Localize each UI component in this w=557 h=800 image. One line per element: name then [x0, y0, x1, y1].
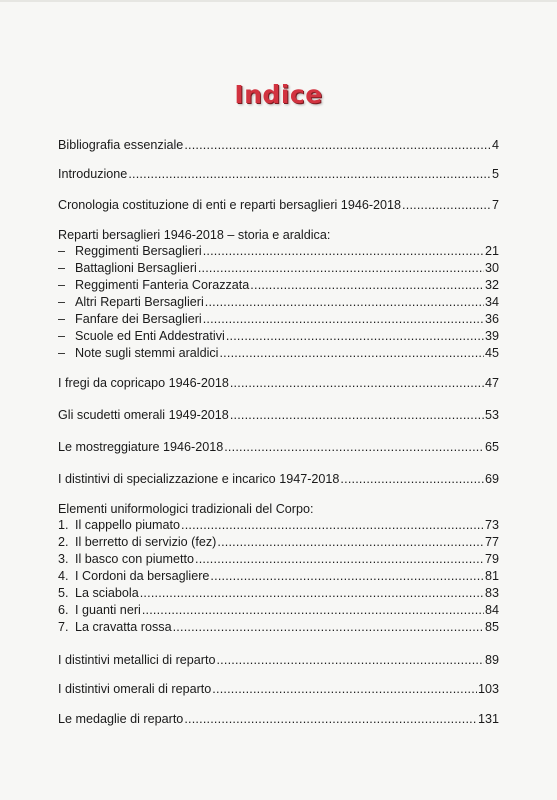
dot-leader [217, 534, 484, 550]
subentry-text: Note sugli stemmi araldici [75, 346, 219, 360]
dot-leader [184, 711, 477, 727]
number-marker: 4. [58, 569, 69, 583]
toc-entry[interactable] [58, 681, 499, 697]
subentry-text: Fanfare dei Bersaglieri [75, 312, 202, 326]
dot-leader [203, 243, 484, 259]
toc-subentry[interactable] [58, 277, 499, 293]
dot-leader [203, 311, 484, 327]
dot-leader [230, 407, 484, 423]
dot-leader [226, 328, 484, 344]
dot-leader [402, 197, 491, 213]
toc-entry-page: 103 [477, 682, 499, 696]
dot-leader [212, 681, 477, 697]
toc-subentry[interactable] [58, 294, 499, 310]
toc-entry-page: 89 [484, 653, 499, 667]
toc-subentry[interactable] [58, 619, 499, 635]
toc-entry[interactable] [58, 137, 499, 153]
toc-entry-page: 7 [491, 198, 499, 212]
toc-subentry-page: 34 [484, 295, 499, 309]
toc-subentry[interactable] [58, 328, 499, 344]
toc-subentry[interactable] [58, 517, 499, 533]
subentry-text: Battaglioni Bersaglieri [75, 261, 197, 275]
toc-entry[interactable] [58, 711, 499, 727]
subentry-text: Reggimenti Bersaglieri [75, 244, 202, 258]
toc-subentry-page: 30 [484, 261, 499, 275]
toc-subentry-label [58, 585, 139, 601]
dash-marker: – [58, 244, 66, 258]
toc-subentry-label [58, 243, 202, 259]
toc-entry[interactable] [58, 471, 499, 487]
number-marker: 7. [58, 620, 69, 634]
toc-subentry-label [58, 534, 216, 550]
dash-marker: – [58, 329, 66, 343]
toc-subentry-label [58, 568, 209, 584]
toc-subentry-page: 85 [484, 620, 499, 634]
toc-subentry-label [58, 277, 249, 293]
dot-leader [142, 602, 484, 618]
toc-subentry-label [58, 294, 204, 310]
number-marker: 6. [58, 603, 69, 617]
toc-entry-page: 69 [484, 472, 499, 486]
dot-leader [216, 652, 484, 668]
toc-subentry-page: 45 [484, 346, 499, 360]
subentry-text: Il berretto di servizio (fez) [75, 535, 217, 549]
toc-subentry-label [58, 551, 194, 567]
scan-edge [0, 0, 557, 2]
toc-subentry[interactable] [58, 345, 499, 361]
toc-entry-label: Cronologia costituzione di enti e reparti bersaglieri 1946-2018 [58, 198, 402, 212]
subentry-text: Il cappello piumato [75, 518, 181, 532]
toc-entry-label: I distintivi di specializzazione e incarico 1947-2018 [58, 472, 340, 486]
dot-leader [219, 345, 484, 361]
toc-subentry-page: 73 [484, 518, 499, 532]
toc-subentry-page: 39 [484, 329, 499, 343]
toc-entry-label: I distintivi metallici di reparto [58, 653, 216, 667]
toc-subentry-label [58, 619, 172, 635]
dot-leader [173, 619, 484, 635]
toc-entry[interactable] [58, 197, 499, 213]
toc-subentry[interactable] [58, 311, 499, 327]
dot-leader [340, 471, 484, 487]
section-heading-elementi: Elementi uniformologici tradizionali del Corpo: [58, 502, 314, 516]
dash-marker: – [58, 312, 66, 326]
subentry-text: La cravatta rossa [75, 620, 172, 634]
toc-subentry-page: 83 [484, 586, 499, 600]
toc-entry-label: I fregi da copricapo 1946-2018 [58, 376, 229, 390]
toc-subentry-label [58, 328, 225, 344]
dot-leader [184, 137, 491, 153]
subentry-text: Altri Reparti Bersaglieri [75, 295, 204, 309]
dot-leader [205, 294, 484, 310]
toc-entry[interactable] [58, 166, 499, 182]
dot-leader [128, 166, 491, 182]
toc-entry[interactable] [58, 375, 499, 391]
toc-subentry-label [58, 517, 180, 533]
toc-entry-label: Gli scudetti omerali 1949-2018 [58, 408, 229, 422]
toc-subentry-label [58, 345, 218, 361]
dash-marker: – [58, 346, 66, 360]
subentry-text: La sciabola [75, 586, 139, 600]
toc-subentry-label [58, 602, 141, 618]
toc-subentry[interactable] [58, 568, 499, 584]
section-heading-reparti: Reparti bersaglieri 1946-2018 – storia e araldica: [58, 228, 331, 242]
dot-leader [250, 277, 484, 293]
toc-subentry[interactable] [58, 260, 499, 276]
toc-subentry-page: 77 [484, 535, 499, 549]
toc-entry-page: 47 [484, 376, 499, 390]
dot-leader [181, 517, 484, 533]
toc-entry-page: 5 [491, 167, 499, 181]
toc-subentry[interactable] [58, 585, 499, 601]
toc-entry[interactable] [58, 439, 499, 455]
page-title: Indice [234, 80, 323, 109]
dash-marker: – [58, 295, 66, 309]
toc-entry-page: 131 [477, 712, 499, 726]
toc-entry-label: Introduzione [58, 167, 128, 181]
number-marker: 5. [58, 586, 69, 600]
toc-entry-page: 53 [484, 408, 499, 422]
toc-entry-label: Le mostreggiature 1946-2018 [58, 440, 224, 454]
toc-subentry-page: 84 [484, 603, 499, 617]
subentry-text: I guanti neri [75, 603, 141, 617]
dot-leader [230, 375, 484, 391]
toc-subentry-page: 36 [484, 312, 499, 326]
toc-entry-label: Bibliografia essenziale [58, 138, 184, 152]
toc-subentry[interactable] [58, 551, 499, 567]
toc-subentry[interactable] [58, 602, 499, 618]
toc-entry-label: Le medaglie di reparto [58, 712, 184, 726]
subentry-text: I Cordoni da bersagliere [75, 569, 210, 583]
toc-subentry-label [58, 260, 197, 276]
subentry-text: Reggimenti Fanteria Corazzata [75, 278, 250, 292]
toc-subentry-page: 21 [484, 244, 499, 258]
toc-entry-page: 65 [484, 440, 499, 454]
dot-leader [210, 568, 484, 584]
dot-leader [140, 585, 484, 601]
dot-leader [198, 260, 484, 276]
toc-entry[interactable] [58, 407, 499, 423]
toc-subentry[interactable] [58, 243, 499, 259]
toc-subentry-page: 79 [484, 552, 499, 566]
toc-entry-label: I distintivi omerali di reparto [58, 682, 212, 696]
toc-entry-page: 4 [491, 138, 499, 152]
dash-marker: – [58, 278, 66, 292]
number-marker: 3. [58, 552, 69, 566]
number-marker: 1. [58, 518, 69, 532]
dot-leader [224, 439, 484, 455]
toc-subentry[interactable] [58, 534, 499, 550]
toc-subentry-page: 81 [484, 569, 499, 583]
subentry-text: Scuole ed Enti Addestrativi [75, 329, 225, 343]
dash-marker: – [58, 261, 66, 275]
dot-leader [195, 551, 484, 567]
number-marker: 2. [58, 535, 69, 549]
subentry-text: Il basco con piumetto [75, 552, 195, 566]
toc-entry[interactable] [58, 652, 499, 668]
toc-subentry-page: 32 [484, 278, 499, 292]
toc-subentry-label [58, 311, 202, 327]
